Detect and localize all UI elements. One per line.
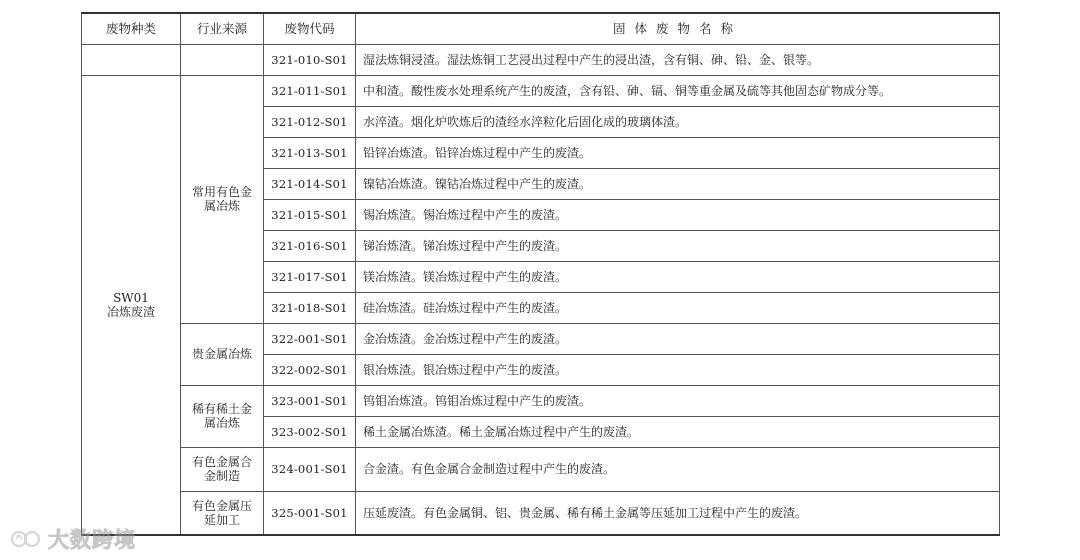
table-row: [82, 385, 1000, 416]
waste-description: 锑冶炼渣。锑冶炼过程中产生的废渣。: [356, 230, 1000, 261]
source-precious: 贵金属冶炼: [181, 323, 264, 385]
waste-description: 银冶炼渣。银冶炼过程中产生的废渣。: [356, 354, 1000, 385]
waste-code: 321-010-S01: [264, 44, 356, 75]
waste-code: 322-001-S01: [264, 323, 356, 354]
waste-description: 镍钴冶炼渣。镍钴冶炼过程中产生的废渣。: [356, 168, 1000, 199]
source-rolling: 有色金属压 延加工: [181, 491, 264, 535]
source-common-nonferrous: 常用有色金 属冶炼: [181, 75, 264, 323]
waste-description: 硅冶炼渣。硅冶炼过程中产生的废渣。: [356, 292, 1000, 323]
waste-description: 锡冶炼渣。锡冶炼过程中产生的废渣。: [356, 199, 1000, 230]
waste-description: 铅锌冶炼渣。铅锌冶炼过程中产生的废渣。: [356, 137, 1000, 168]
waste-code: 321-015-S01: [264, 199, 356, 230]
waste-description: 中和渣。酸性废水处理系统产生的废渣，含有铅、砷、镉、铜等重金属及硫等其他固态矿物成分等。: [356, 75, 1000, 106]
table-row: [82, 44, 1000, 75]
waste-code: 321-014-S01: [264, 168, 356, 199]
waste-code: 325-001-S01: [264, 491, 356, 535]
waste-code: 321-016-S01: [264, 230, 356, 261]
solid-waste-table: [81, 12, 1000, 536]
table-row: [82, 491, 1000, 535]
category-code: SW01: [113, 290, 149, 305]
table-row: [82, 75, 1000, 106]
waste-description: 水淬渣。烟化炉吹炼后的渣经水淬粒化后固化成的玻璃体渣。: [356, 106, 1000, 137]
watermark-logo-icon: [10, 526, 44, 552]
header-code: 废物代码: [264, 13, 356, 44]
waste-code: 321-013-S01: [264, 137, 356, 168]
waste-description: 金冶炼渣。金冶炼过程中产生的废渣。: [356, 323, 1000, 354]
table-header-row: [82, 13, 1000, 44]
category-name: 冶炼废渣: [106, 304, 155, 319]
empty-source-cell: [181, 44, 264, 75]
watermark-text: 大数跨境: [48, 528, 136, 552]
waste-code: 322-002-S01: [264, 354, 356, 385]
waste-code: 321-018-S01: [264, 292, 356, 323]
waste-code: 323-001-S01: [264, 385, 356, 416]
waste-description: 湿法炼铜浸渣。湿法炼铜工艺浸出过程中产生的浸出渣，含有铜、砷、铅、金、银等。: [356, 44, 1000, 75]
waste-code: 321-011-S01: [264, 75, 356, 106]
waste-description: 稀土金属冶炼渣。稀土金属冶炼过程中产生的废渣。: [356, 416, 1000, 447]
header-category: 废物种类: [82, 13, 181, 44]
watermark: [10, 524, 136, 554]
waste-code: 321-017-S01: [264, 261, 356, 292]
waste-description: 压延废渣。有色金属铜、铝、贵金属、稀有稀土金属等压延加工过程中产生的废渣。: [356, 491, 1000, 535]
source-alloy: 有色金属合 金制造: [181, 447, 264, 491]
waste-description: 合金渣。有色金属合金制造过程中产生的废渣。: [356, 447, 1000, 491]
waste-code: 321-012-S01: [264, 106, 356, 137]
table-row: [82, 323, 1000, 354]
waste-description: 钨钼冶炼渣。钨钼冶炼过程中产生的废渣。: [356, 385, 1000, 416]
empty-category-cell: [82, 44, 181, 75]
category-cell: [82, 75, 181, 535]
header-source: 行业来源: [181, 13, 264, 44]
header-name: 固体废物名称: [356, 13, 1000, 44]
waste-code: 323-002-S01: [264, 416, 356, 447]
waste-code: 324-001-S01: [264, 447, 356, 491]
source-rare-earth: 稀有稀土金 属冶炼: [181, 385, 264, 447]
table-row: [82, 447, 1000, 491]
waste-description: 镁冶炼渣。镁冶炼过程中产生的废渣。: [356, 261, 1000, 292]
